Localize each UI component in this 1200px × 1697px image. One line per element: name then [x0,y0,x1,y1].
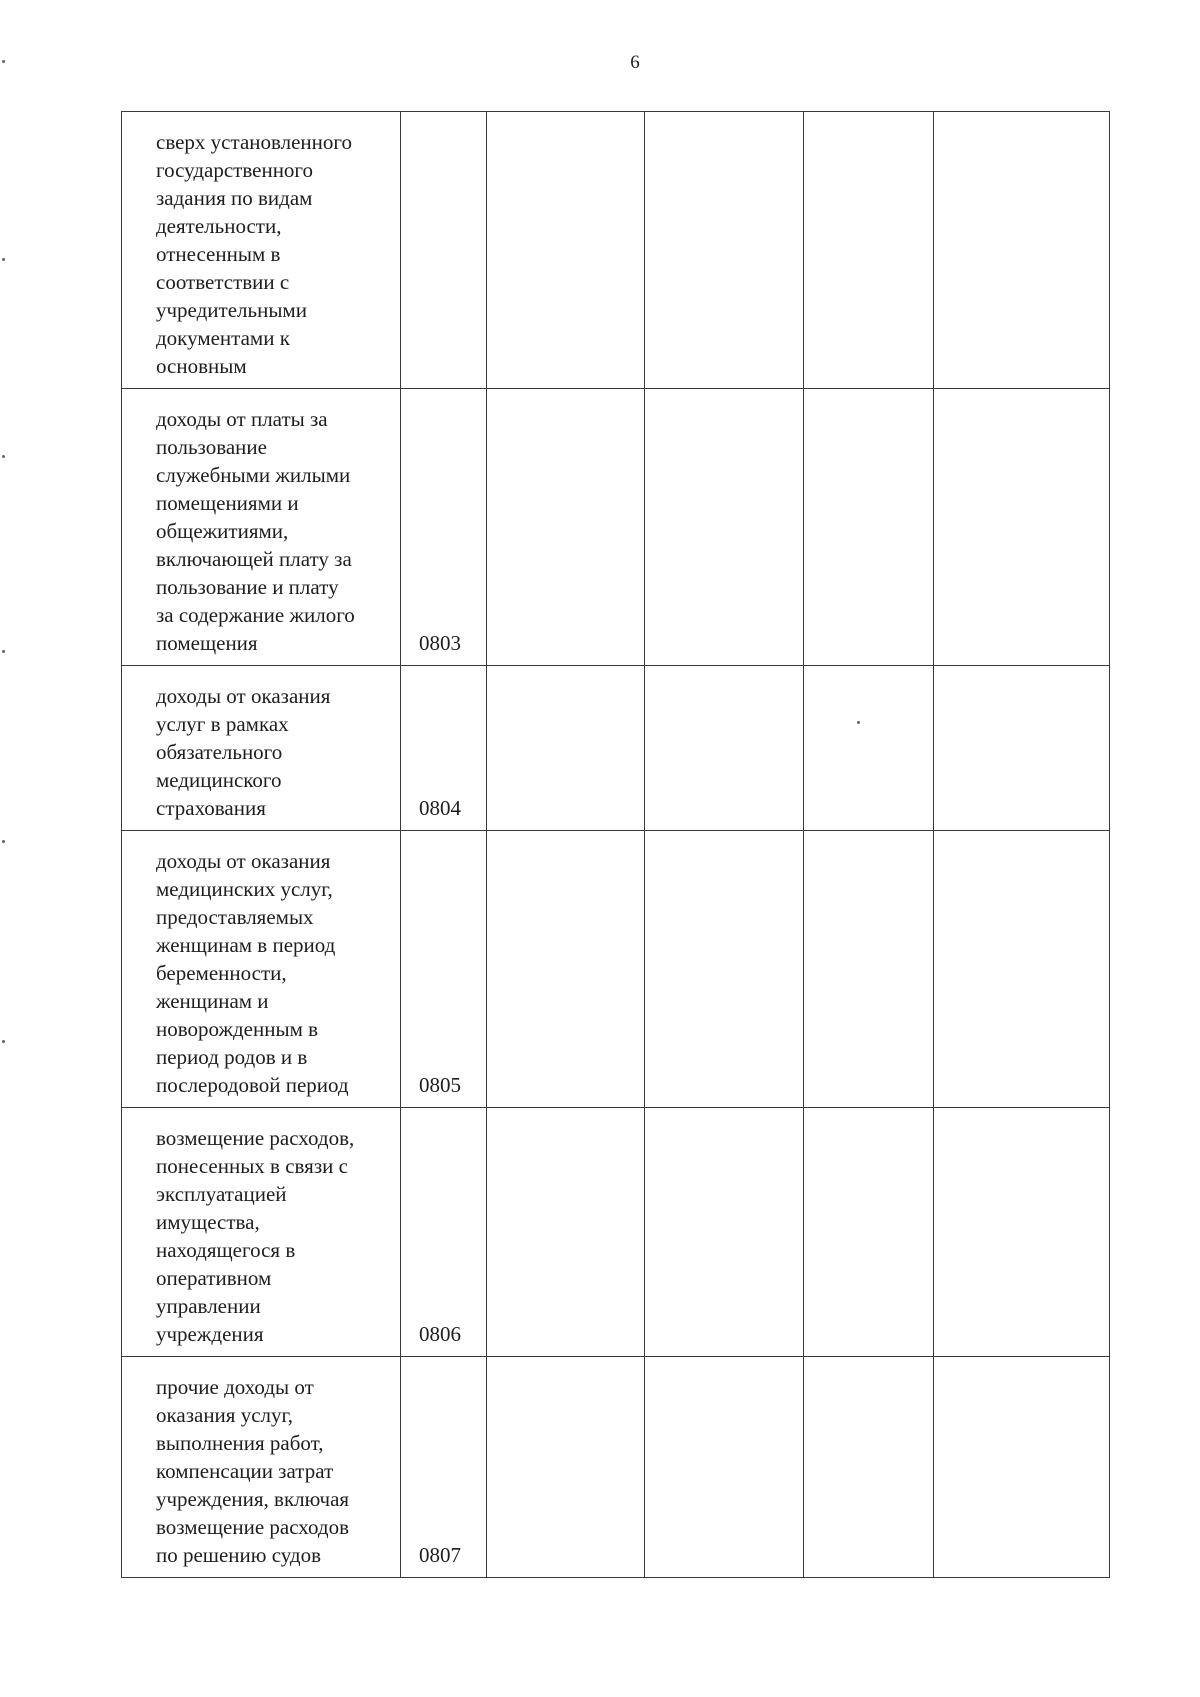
scan-speck [2,60,5,63]
row-description: сверх установленного государственного задания по видам деятельности, отнесенным в соответствии с учредительными документами к основным [122,112,401,389]
scan-speck [2,258,5,261]
value-cell [804,112,934,389]
table-row [122,112,1110,389]
value-cell [487,1108,645,1357]
value-cell [804,389,934,666]
value-cell [487,1357,645,1578]
row-description: возмещение расходов, понесенных в связи с эксплуатацией имущества, находящегося в оперативном управлении учреждения [122,1108,401,1357]
scan-speck [2,1040,5,1043]
row-code [401,112,487,389]
value-cell [487,389,645,666]
value-cell [645,1108,804,1357]
table-row [122,1357,1110,1578]
value-cell [804,1108,934,1357]
value-cell [487,831,645,1108]
table-row [122,389,1110,666]
income-table [121,111,1110,1578]
value-cell [645,831,804,1108]
value-cell [934,1108,1110,1357]
value-cell [645,1357,804,1578]
row-code: 0803 [401,389,487,666]
value-cell [934,1357,1110,1578]
scan-speck [2,455,5,458]
value-cell [804,831,934,1108]
value-cell [645,389,804,666]
page-number: 6 [630,52,640,73]
row-description: доходы от оказания медицинских услуг, предоставляемых женщинам в период беременности, женщинам и новорожденным в период родов и в послеродовой период [122,831,401,1108]
scan-speck [2,840,5,843]
value-cell [934,666,1110,831]
value-cell [645,112,804,389]
value-cell [487,666,645,831]
row-code: 0804 [401,666,487,831]
table-row [122,1108,1110,1357]
table-row [122,666,1110,831]
row-description: доходы от оказания услуг в рамках обязательного медицинского страхования [122,666,401,831]
scan-speck [2,650,5,653]
value-cell [804,666,934,831]
value-cell [934,112,1110,389]
row-description: прочие доходы от оказания услуг, выполнения работ, компенсации затрат учреждения, включая возмещение расходов по решению судов [122,1357,401,1578]
value-cell [487,112,645,389]
row-description: доходы от платы за пользование служебными жилыми помещениями и общежитиями, включающей плату за пользование и плату за содержание жилого помещения [122,389,401,666]
row-code: 0807 [401,1357,487,1578]
row-code: 0805 [401,831,487,1108]
table-row [122,831,1110,1108]
value-cell [645,666,804,831]
value-cell [934,831,1110,1108]
value-cell [934,389,1110,666]
value-cell [804,1357,934,1578]
row-code: 0806 [401,1108,487,1357]
scan-speck [857,721,860,724]
